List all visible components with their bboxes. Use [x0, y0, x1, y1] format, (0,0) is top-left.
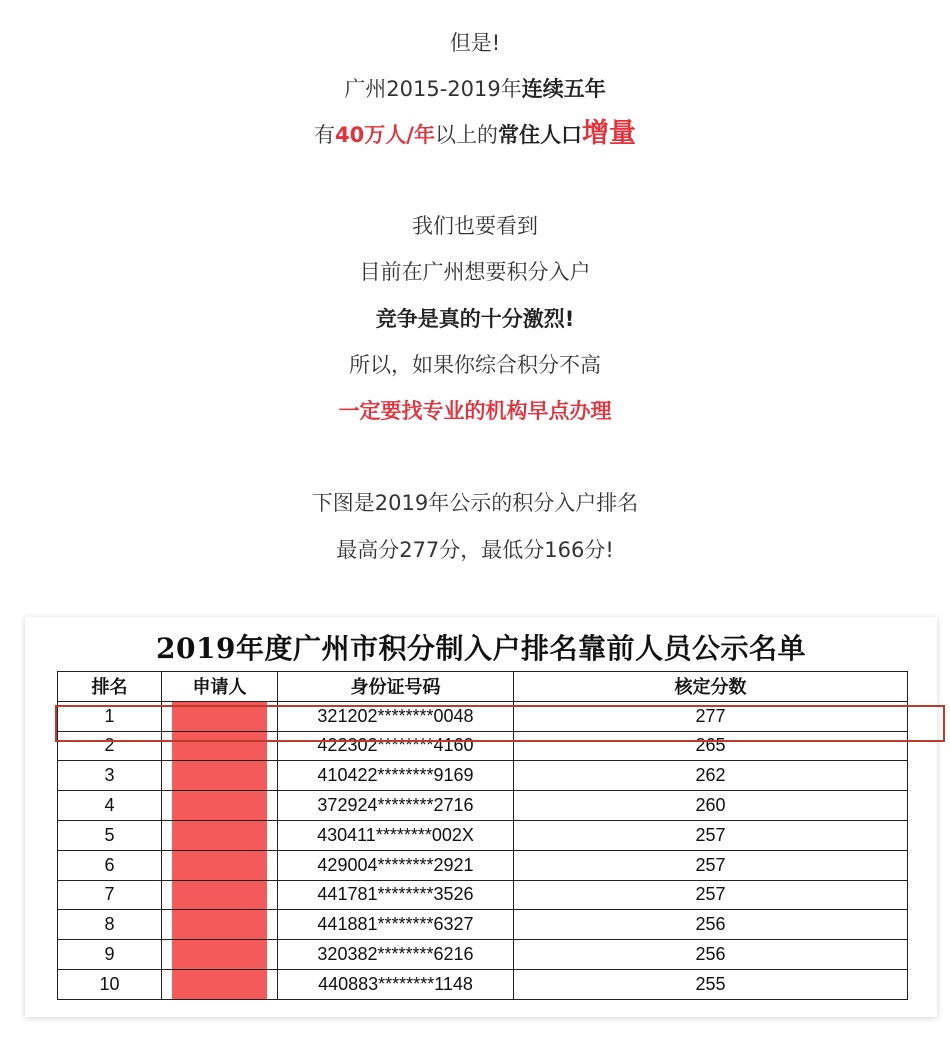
id-number-cell: 441881********6327 [278, 910, 514, 940]
table-row [58, 850, 908, 880]
applicant-cell [162, 850, 278, 880]
rank-cell: 9 [58, 940, 162, 970]
table-header-row [58, 672, 908, 702]
applicant-cell [162, 910, 278, 940]
score-cell: 255 [514, 969, 908, 999]
rank-cell: 7 [58, 880, 162, 910]
intro-text: 我们也要看到 [412, 214, 538, 238]
table-row [58, 791, 908, 821]
applicant-cell [162, 761, 278, 791]
rank-cell: 2 [58, 731, 162, 761]
intro-line-3 [0, 119, 950, 150]
id-number-cell: 321202********0048 [278, 701, 514, 731]
score-cell: 256 [514, 940, 908, 970]
ranking-title: 2019年度广州市积分制入户排名靠前人员公示名单 [156, 632, 806, 665]
table-row [58, 880, 908, 910]
table-row [58, 969, 908, 999]
score-cell: 257 [514, 850, 908, 880]
table-row [58, 910, 908, 940]
score-cell: 262 [514, 761, 908, 791]
intro-bold-text: 竞争是真的十分激烈! [375, 307, 575, 331]
intro-text: 目前在广州想要积分入户 [359, 260, 591, 284]
redaction-block [172, 851, 267, 880]
header-rank: 排名 [58, 672, 162, 702]
score-cell: 277 [514, 701, 908, 731]
intro-text: 广州2015-2019年 [344, 77, 522, 101]
intro-bold-text: 常住人口 [497, 123, 582, 147]
applicant-cell [162, 940, 278, 970]
intro-text: 以上的 [434, 123, 498, 147]
intro-line-6 [0, 304, 950, 334]
id-number-cell: 441781********3526 [278, 880, 514, 910]
rank-cell: 6 [58, 850, 162, 880]
redaction-block [172, 791, 267, 820]
redaction-block [172, 910, 267, 939]
redaction-block [172, 761, 267, 790]
intro-line-9 [0, 488, 950, 518]
intro-text: 但是! [449, 31, 501, 55]
id-number-cell: 410422********9169 [278, 761, 514, 791]
redaction-block [172, 940, 267, 969]
intro-text: 所以，如果你综合积分不高 [349, 353, 601, 377]
intro-line-5 [0, 257, 950, 287]
intro-text: 下图是2019年公示的积分入户排名 [311, 491, 639, 515]
top-rank-highlight-box [55, 705, 945, 742]
applicant-cell [162, 820, 278, 850]
intro-line-4 [0, 211, 950, 241]
applicant-cell [162, 969, 278, 999]
rank-cell: 5 [58, 820, 162, 850]
rank-cell: 1 [58, 701, 162, 731]
header-applicant: 申请人 [162, 672, 278, 702]
redaction-block [172, 970, 267, 999]
table-row [58, 761, 908, 791]
redaction-block [172, 881, 267, 910]
score-cell: 257 [514, 880, 908, 910]
header-score: 核定分数 [514, 672, 908, 702]
rank-cell: 3 [58, 761, 162, 791]
score-cell: 265 [514, 731, 908, 761]
rank-cell: 10 [58, 969, 162, 999]
id-number-cell: 430411********002X [278, 820, 514, 850]
intro-text: 有 [314, 123, 336, 147]
applicant-cell [162, 880, 278, 910]
score-cell: 260 [514, 791, 908, 821]
intro-red-text: 40万人/年 [335, 123, 435, 147]
id-number-cell: 440883********1148 [278, 969, 514, 999]
id-number-cell: 372924********2716 [278, 791, 514, 821]
intro-line-8 [0, 396, 950, 426]
intro-text: 最高分277分，最低分166分! [336, 538, 614, 562]
id-number-cell: 422302********4160 [278, 731, 514, 761]
header-id-number: 身份证号码 [278, 672, 514, 702]
ranking-image-card [25, 617, 937, 1017]
intro-bold-text: 连续五年 [521, 77, 606, 101]
rank-cell: 8 [58, 910, 162, 940]
table-row [58, 820, 908, 850]
score-cell: 256 [514, 910, 908, 940]
intro-line-10 [0, 535, 950, 565]
table-row [58, 940, 908, 970]
intro-line-7 [0, 350, 950, 380]
intro-line-1 [0, 28, 950, 58]
id-number-cell: 320382********6216 [278, 940, 514, 970]
applicant-cell [162, 791, 278, 821]
intro-red-big-text: 增量 [581, 118, 636, 149]
id-number-cell: 429004********2921 [278, 850, 514, 880]
intro-red-text: 一定要找专业的机构早点办理 [338, 399, 612, 423]
table-body [58, 701, 908, 999]
redaction-block [172, 821, 267, 850]
intro-line-2 [0, 74, 950, 104]
rank-cell: 4 [58, 791, 162, 821]
score-cell: 257 [514, 820, 908, 850]
